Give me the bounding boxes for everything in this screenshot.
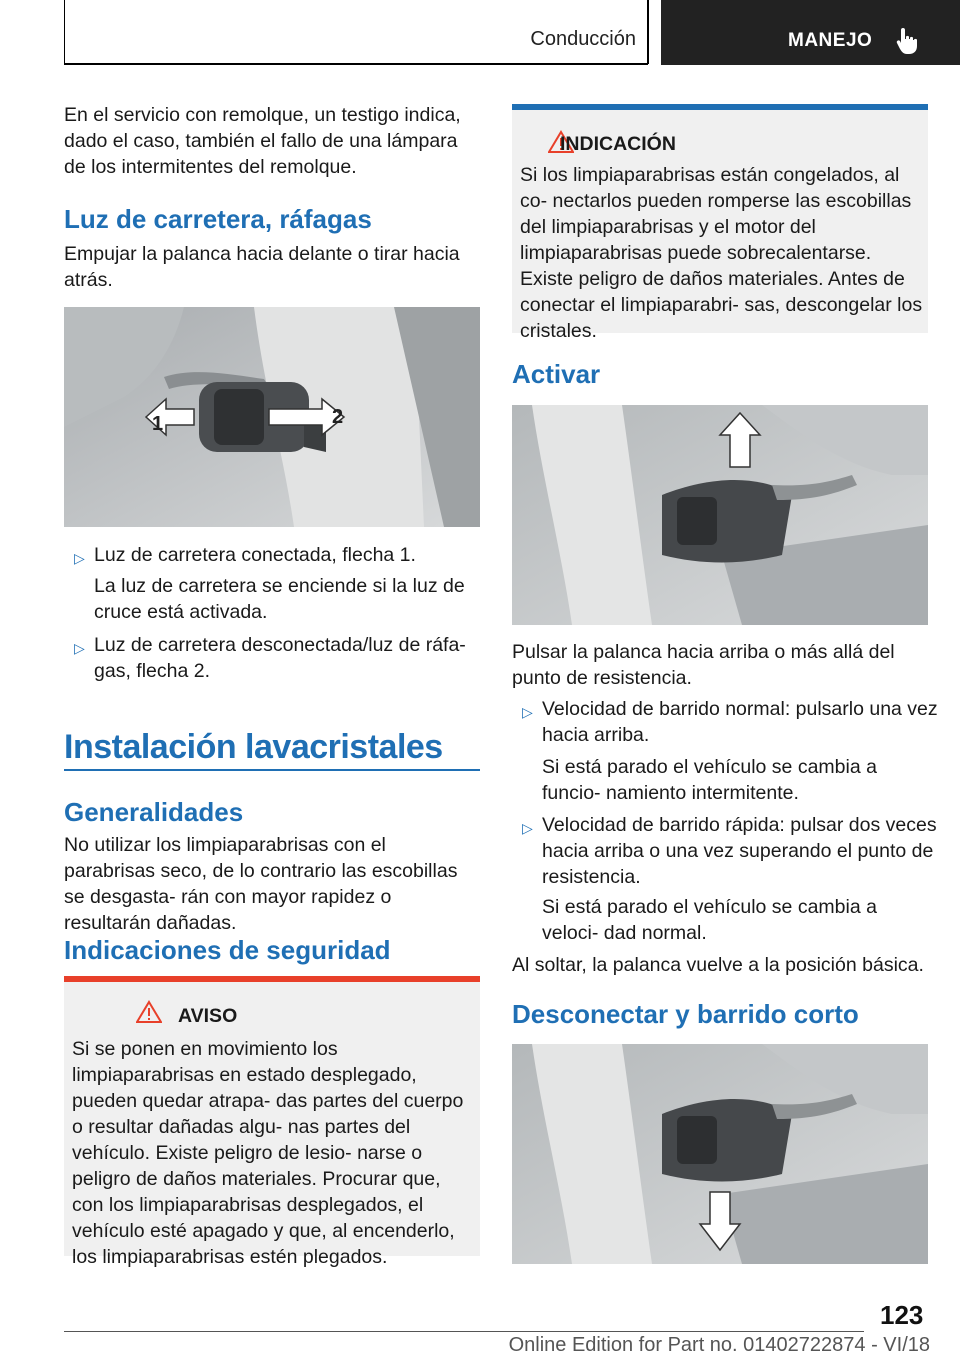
bullet-triangle-icon: ▷ xyxy=(74,550,85,566)
figure-high-beam-lever xyxy=(64,307,480,527)
heading-desconectar: Desconectar y barrido corto xyxy=(512,999,859,1029)
paragraph-generalidades: No utilizar los limpiaparabrisas con el parabrisas seco, de lo contrario las escobillas se desgasta- rán con mayor rapidez o resultarán dañadas. xyxy=(64,834,458,934)
notice-bar xyxy=(512,104,928,110)
bullet-triangle-icon: ▷ xyxy=(522,820,533,836)
intro-paragraph: En el servicio con remolque, un testigo indica, dado el caso, también el fallo de una lámpara de los intermitentes del remolque. xyxy=(64,104,461,178)
header-tab-label: MANEJO xyxy=(788,30,873,51)
hand-pointer-icon xyxy=(894,26,924,56)
footer-rule xyxy=(64,1331,864,1332)
notice-title: INDICACIÓN xyxy=(560,133,676,155)
warning-title: AVISO xyxy=(178,1005,238,1027)
heading-instalacion: Instalación lavacristales xyxy=(64,728,443,766)
heading-seguridad: Indicaciones de seguridad xyxy=(64,935,391,965)
figure-label-1: 1 xyxy=(152,413,164,435)
notice-text: Si los limpiaparabrisas están congelados, al co- nectarlos pueden romperse las escobillas del limpiaparabrisas y el motor del limpiaparabrisas puede sobrecalentarse. Existe peligro de daños materiales. Antes de conectar el limpiaparabri- sas, descongelar los cristales. xyxy=(520,164,923,342)
page-number: 123 xyxy=(880,1300,924,1330)
list-item: ▷ Velocidad de barrido normal: pulsarlo una vez hacia arriba. xyxy=(522,698,938,746)
list-item: ▷ Velocidad de barrido rápida: pulsar dos veces hacia arriba o una vez superando el punto de resistencia. xyxy=(522,814,937,888)
heading-activar: Activar xyxy=(512,359,601,389)
figure-label-2: 2 xyxy=(332,406,344,428)
header-left-rule xyxy=(64,0,65,64)
footer-edition: Online Edition for Part no. 01402722874 - VI/18 xyxy=(508,1334,930,1356)
bullet-triangle-icon: ▷ xyxy=(74,640,85,656)
heading-rule xyxy=(64,769,480,771)
figure-wiper-lever-down xyxy=(512,1044,928,1264)
header-bottom-rule xyxy=(64,63,648,65)
list-item-continuation: Si está parado el vehículo se cambia a veloci- dad normal. xyxy=(542,896,877,944)
paragraph-luz-carretera: Empujar la palanca hacia delante o tirar hacia atrás. xyxy=(64,243,460,291)
list-item: ▷ Luz de carretera desconectada/luz de ráfa- gas, flecha 2. xyxy=(74,634,466,682)
warning-triangle-icon xyxy=(136,1000,162,1024)
heading-luz-carretera: Luz de carretera, ráfagas xyxy=(64,204,372,234)
paragraph-activar: Pulsar la palanca hacia arriba o más allá del punto de resistencia. xyxy=(512,641,895,689)
heading-generalidades: Generalidades xyxy=(64,797,244,827)
list-item-continuation: Si está parado el vehículo se cambia a funcio- namiento intermitente. xyxy=(542,756,877,804)
notice-box xyxy=(512,104,928,342)
figure-wiper-lever-up xyxy=(512,405,928,625)
warning-text: Si se ponen en movimiento los limpiaparabrisas en estado desplegado, pueden quedar atrapa- das partes del cuerpo o resultar dañadas algu- nas partes del vehículo. Existe peligro de lesio- narse o peligro de daños materiales. Procurar que, con los limpiaparabrisas desplegados, el vehículo esté apagado y que, al encenderlo, los limpiaparabrisas estén plegados. xyxy=(72,1038,464,1268)
header-divider xyxy=(647,0,649,64)
warning-bar xyxy=(64,976,480,982)
warning-box xyxy=(64,976,480,1268)
list-item: ▷ Luz de carretera conectada, flecha 1. xyxy=(74,542,500,568)
paragraph-soltar: Al soltar, la palanca vuelve a la posición básica. xyxy=(512,954,924,976)
header-section-title: Conducción xyxy=(530,28,636,50)
list-item-continuation: La luz de carretera se enciende si la luz de cruce está activada. xyxy=(94,575,465,623)
bullet-triangle-icon: ▷ xyxy=(522,704,533,720)
